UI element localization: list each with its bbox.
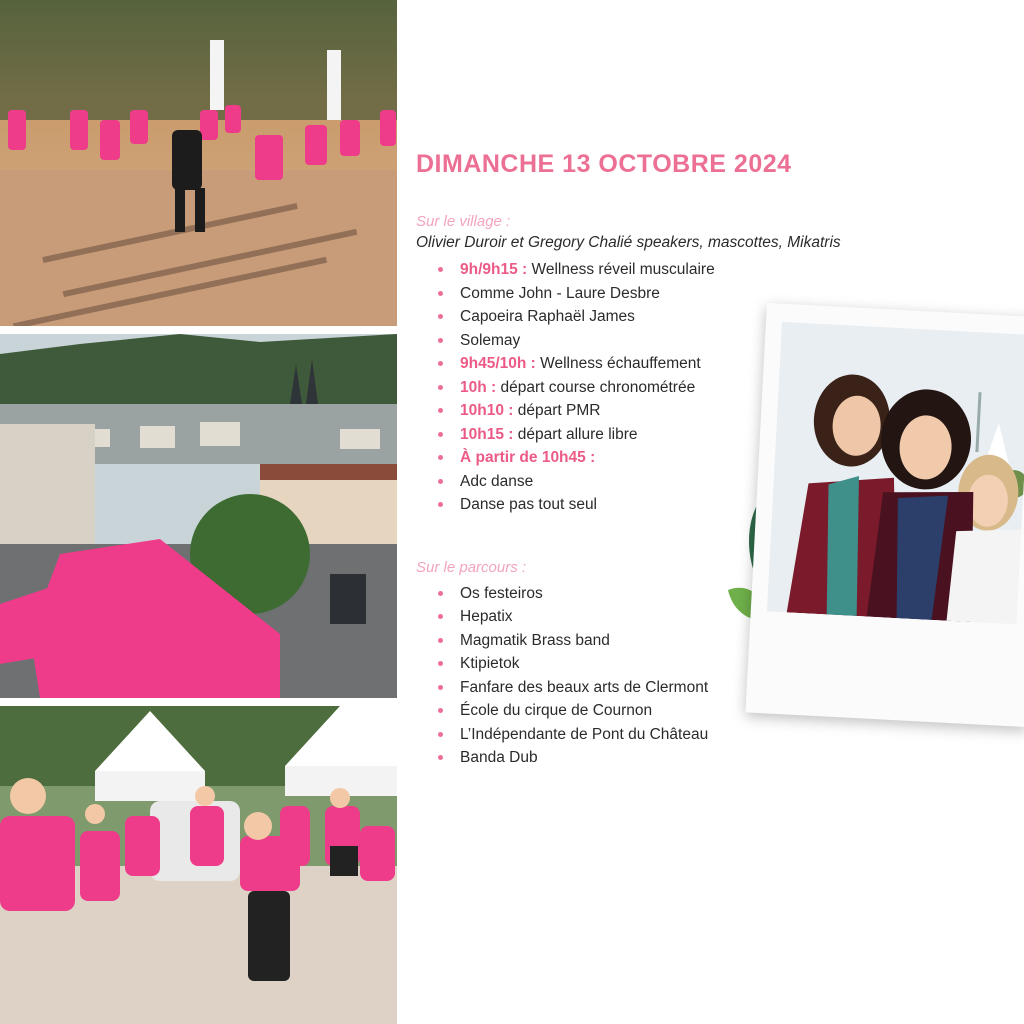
photo-runners-tents	[0, 706, 397, 1024]
item-text: Comme John - Laure Desbre	[460, 284, 660, 302]
parcours-label: Sur le parcours :	[416, 558, 527, 576]
item-text: Adc danse	[460, 472, 534, 490]
page-title: DIMANCHE 13 OCTOBRE 2024	[416, 150, 792, 178]
list-item: Fanfare des beaux arts de Clermont	[438, 676, 1016, 700]
village-speakers: Olivier Duroir et Gregory Chalié speakers, mascottes, Mikatris	[416, 234, 841, 251]
item-text: Capoeira Raphaël James	[460, 308, 635, 325]
item-text: départ course chronométrée	[496, 378, 696, 396]
list-item: Banda Dub	[438, 746, 1016, 770]
item-text: Wellness échauffement	[535, 355, 701, 372]
photo-clermont-race	[0, 334, 397, 698]
item-text: départ allure libre	[513, 425, 638, 443]
list-item: Hepatix	[438, 605, 1016, 629]
list-item: Ktipietok	[438, 652, 1016, 676]
list-item: École du cirque de Cournon	[438, 699, 1016, 723]
item-text: Danse pas tout seul	[460, 496, 598, 513]
item-text: Wellness réveil musculaire	[527, 261, 715, 278]
photo-warmup-crowd	[0, 0, 397, 326]
list-item: L’Indépendante de Pont du Château	[438, 723, 1016, 747]
list-item: Os festeiros	[438, 582, 1016, 606]
item-time: À partir de 10h45 :	[460, 449, 596, 466]
village-label: Sur le village :	[416, 213, 511, 230]
item-text: départ PMR	[513, 402, 601, 419]
item-time: 10h15 :	[460, 425, 514, 443]
list-item	[438, 282, 1016, 306]
photo-three-women	[767, 322, 1024, 625]
item-text: Solemay	[460, 331, 521, 349]
item-time: 10h10 :	[460, 402, 514, 419]
list-item: Magmatik Brass band	[438, 629, 1016, 653]
item-time: 9h45/10h :	[460, 355, 536, 372]
polaroid-photo	[745, 303, 1024, 727]
list-item	[438, 258, 1016, 282]
item-time: 10h :	[460, 378, 497, 396]
item-time: 9h/9h15 :	[460, 261, 528, 278]
